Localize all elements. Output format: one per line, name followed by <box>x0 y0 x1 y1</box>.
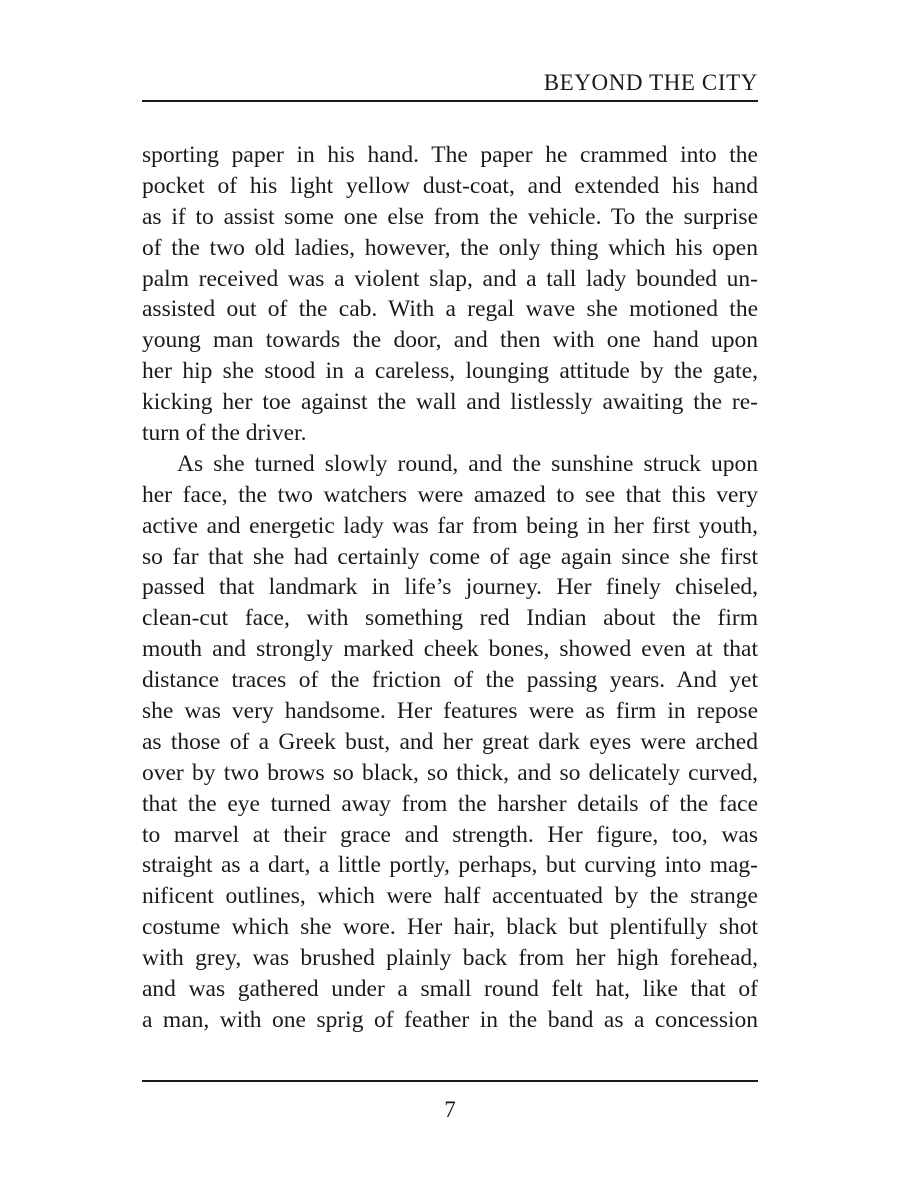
text-line: so far that she had certainly come of age again since she first <box>142 543 758 570</box>
text-line: nificent outlines, which were half accentuated by the strange <box>142 883 758 910</box>
paragraph-2 <box>142 449 758 1036</box>
text-line: sporting paper in his hand. The paper he crammed into the <box>142 142 758 168</box>
text-line: mouth and strongly marked cheek bones, showed even at that <box>142 636 758 663</box>
text-line: turn of the driver. <box>142 420 307 447</box>
text-line: pocket of his light yellow dust-coat, and extended his hand <box>142 172 758 199</box>
text-line: costume which she wore. Her hair, black but plentifully shot <box>142 914 758 941</box>
text-line: as those of a Greek bust, and her great dark eyes were arched <box>142 728 758 755</box>
text-line: active and energetic lady was far from being in her first youth, <box>142 512 758 539</box>
paragraph-1 <box>142 140 758 449</box>
text-line: over by two brows so black, so thick, and so delicately curved, <box>142 759 758 786</box>
footer-rule <box>142 1080 758 1082</box>
text-line: she was very handsome. Her features were as firm in repose <box>142 698 758 725</box>
header-rule <box>142 100 758 102</box>
text-line: her hip she stood in a careless, lounging attitude by the gate, <box>142 358 758 385</box>
text-line: and was gathered under a small round felt hat, like that of <box>142 976 758 1003</box>
text-line: her face, the two watchers were amazed to see that this very <box>142 481 758 508</box>
text-line: assisted out of the cab. With a regal wave she motioned the <box>142 296 758 323</box>
text-line: with grey, was brushed plainly back from her high forehead, <box>142 945 758 972</box>
text-line: a man, with one sprig of feather in the band as a concession <box>142 1006 758 1033</box>
text-line: that the eye turned away from the harsher details of the face <box>142 790 758 817</box>
page-body <box>142 140 758 1036</box>
text-line: clean-cut face, with something red Indian about the firm <box>142 605 758 632</box>
text-line: to marvel at their grace and strength. Her figure, too, was <box>142 821 758 848</box>
text-line: palm received was a violent slap, and a tall lady bounded un- <box>142 265 758 292</box>
running-title: BEYOND THE CITY <box>543 70 758 95</box>
text-line: young man towards the door, and then with one hand upon <box>142 327 758 354</box>
text-line: distance traces of the friction of the passing years. And yet <box>142 667 758 694</box>
text-line: straight as a dart, a little portly, perhaps, but curving into mag- <box>142 852 758 879</box>
text-line: as if to assist some one else from the vehicle. To the surprise <box>142 203 758 230</box>
text-line: kicking her toe against the wall and listlessly awaiting the re- <box>142 389 758 416</box>
text-line: of the two old ladies, however, the only thing which his open <box>142 234 758 261</box>
page-number: 7 <box>444 1097 456 1122</box>
text-line: passed that landmark in life’s journey. Her finely chiseled, <box>142 574 758 601</box>
text-line: As she turned slowly round, and the sunshine struck upon <box>177 450 758 477</box>
